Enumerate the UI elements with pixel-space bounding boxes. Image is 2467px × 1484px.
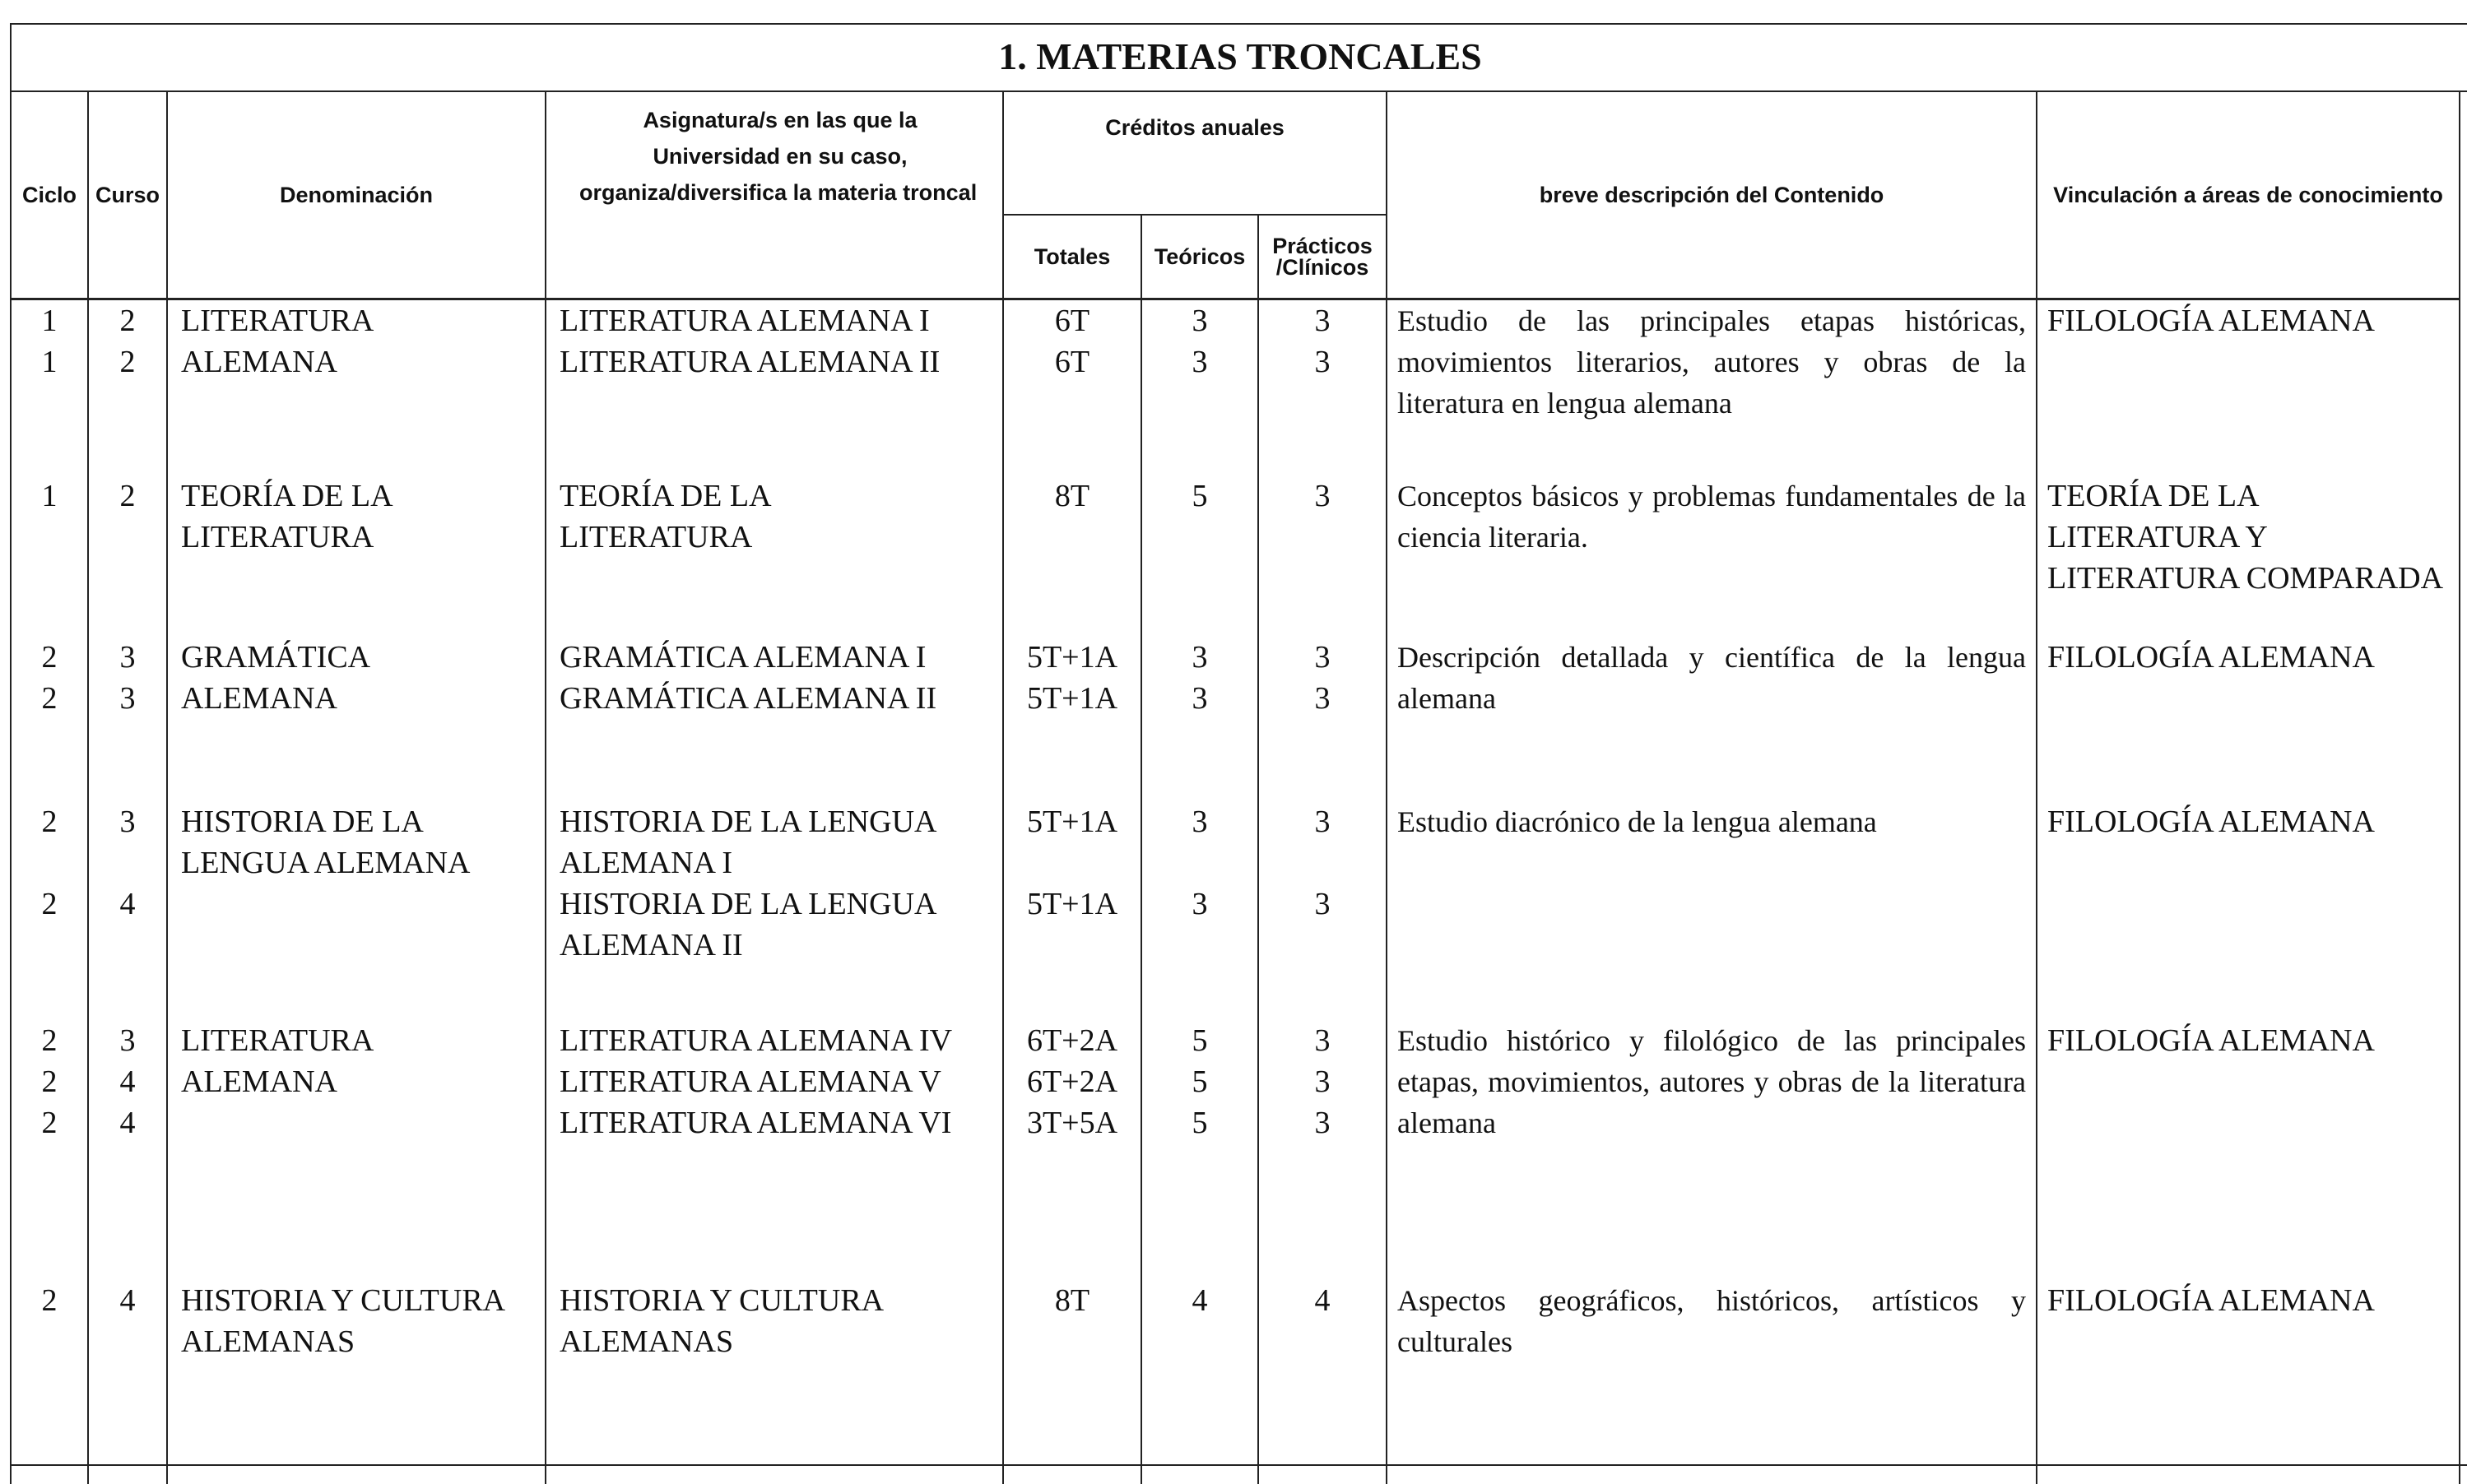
teoricos-cell-line: 5 bbox=[1192, 1023, 1208, 1058]
asignatura-cell-line: LITERATURA ALEMANA IV bbox=[560, 1023, 953, 1058]
header-vinculacion: Vinculación a áreas de conocimiento bbox=[2037, 91, 2460, 299]
curso-cell bbox=[88, 801, 167, 1020]
totales-cell-line bbox=[1004, 842, 1141, 883]
curso-cell-line bbox=[89, 842, 166, 883]
header-creditos: Créditos anuales bbox=[1003, 91, 1387, 215]
table-row bbox=[11, 475, 2460, 637]
descripcion-cell bbox=[1387, 1280, 2037, 1484]
curso-cell-line: 2 bbox=[119, 478, 136, 513]
descripcion-cell bbox=[1387, 299, 2037, 475]
ciclo-cell-line: 1 bbox=[41, 304, 58, 338]
denominacion-cell-line: LENGUA ALEMANA bbox=[181, 845, 471, 880]
curso-cell bbox=[88, 1020, 167, 1280]
asignatura-cell-line: LITERATURA ALEMANA I bbox=[560, 304, 930, 338]
teoricos-cell-line: 5 bbox=[1192, 1105, 1208, 1140]
asignatura-cell bbox=[546, 475, 1003, 637]
practicos-cell-line: 3 bbox=[1314, 680, 1331, 716]
asignatura-cell-line: HISTORIA DE LA LENGUA bbox=[560, 886, 937, 921]
denominacion-cell-line: ALEMANAS bbox=[181, 1324, 355, 1359]
totales-cell bbox=[1003, 299, 1141, 475]
ciclo-cell-line bbox=[12, 842, 87, 883]
descripcion-cell-text: Estudio de las principales etapas históricas, movimientos literarios, autores y obras de la literatura en lengua alemana bbox=[1397, 304, 2027, 420]
asignatura-cell-line: LITERATURA ALEMANA VI bbox=[560, 1105, 952, 1140]
asignatura-cell-line: GRAMÁTICA ALEMANA II bbox=[560, 680, 937, 716]
denominacion-cell bbox=[167, 1280, 546, 1484]
asignatura-cell bbox=[546, 299, 1003, 475]
header-asignatura: Asignatura/s en las que la Universidad en su caso, organiza/diversifica la materia troncal bbox=[546, 91, 1003, 299]
ciclo-cell-line: 2 bbox=[41, 639, 58, 675]
teoricos-cell bbox=[1141, 475, 1258, 637]
header-descripcion: breve descripción del Contenido bbox=[1387, 91, 2037, 299]
asignatura-cell-line: LITERATURA ALEMANA II bbox=[560, 345, 941, 379]
bottom-rule bbox=[10, 1464, 2467, 1466]
descripcion-cell-text: Aspectos geográficos, históricos, artísticos y culturales bbox=[1397, 1283, 2027, 1358]
teoricos-cell-line bbox=[1142, 842, 1257, 883]
descripcion-cell bbox=[1387, 637, 2037, 801]
practicos-cell-line: 3 bbox=[1314, 1105, 1331, 1140]
practicos-cell-line: 3 bbox=[1314, 1064, 1331, 1099]
denominacion-cell-line: ALEMANA bbox=[181, 345, 337, 379]
practicos-cell bbox=[1258, 1020, 1387, 1280]
vinculacion-cell-line: LITERATURA Y bbox=[2047, 519, 2268, 554]
totales-cell-line: 5T+1A bbox=[1026, 886, 1118, 921]
vinculacion-cell-line: FILOLOGÍA ALEMANA bbox=[2047, 304, 2375, 338]
teoricos-cell bbox=[1141, 1020, 1258, 1280]
teoricos-cell bbox=[1141, 1280, 1258, 1484]
vinculacion-cell bbox=[2037, 637, 2460, 801]
practicos-cell bbox=[1258, 299, 1387, 475]
asignatura-cell-line: HISTORIA DE LA LENGUA bbox=[560, 804, 937, 839]
table-row bbox=[11, 637, 2460, 801]
vinculacion-cell-line: FILOLOGÍA ALEMANA bbox=[2047, 639, 2375, 675]
totales-cell-line: 3T+5A bbox=[1026, 1105, 1118, 1140]
descripcion-cell-text: Descripción detallada y científica de la lengua alemana bbox=[1397, 640, 2027, 715]
totales-cell-line: 8T bbox=[1054, 1282, 1090, 1318]
practicos-cell-line: 3 bbox=[1314, 886, 1331, 921]
totales-cell-line: 5T+1A bbox=[1026, 639, 1118, 675]
materias-table bbox=[10, 90, 2460, 1484]
header-denominacion: Denominación bbox=[167, 91, 546, 299]
asignatura-cell bbox=[546, 1280, 1003, 1484]
curso-cell-line: 4 bbox=[119, 1064, 136, 1099]
asignatura-cell-line: ALEMANA I bbox=[560, 845, 733, 880]
curso-cell-line: 3 bbox=[119, 1023, 136, 1058]
curso-cell bbox=[88, 637, 167, 801]
totales-cell-line: 6T+2A bbox=[1026, 1023, 1118, 1058]
asignatura-cell-line: TEORÍA DE LA bbox=[560, 478, 772, 513]
practicos-cell-line: 3 bbox=[1314, 1023, 1331, 1058]
denominacion-cell bbox=[167, 475, 546, 637]
vinculacion-cell bbox=[2037, 1280, 2460, 1484]
totales-cell bbox=[1003, 637, 1141, 801]
vinculacion-cell bbox=[2037, 801, 2460, 1020]
denominacion-cell bbox=[167, 1020, 546, 1280]
teoricos-cell-line: 3 bbox=[1192, 804, 1208, 839]
vinculacion-cell-line: TEORÍA DE LA bbox=[2047, 478, 2260, 513]
denominacion-cell-line: GRAMÁTICA bbox=[181, 639, 371, 675]
denominacion-cell-line: HISTORIA Y CULTURA bbox=[181, 1282, 506, 1318]
teoricos-cell-line: 3 bbox=[1192, 886, 1208, 921]
practicos-cell-line: 3 bbox=[1314, 804, 1331, 839]
denominacion-cell bbox=[167, 637, 546, 801]
curso-cell-line: 4 bbox=[119, 1105, 136, 1140]
teoricos-cell-line: 3 bbox=[1192, 639, 1208, 675]
denominacion-cell-line: ALEMANA bbox=[181, 1064, 337, 1099]
curso-cell-line: 3 bbox=[119, 804, 136, 839]
descripcion-cell bbox=[1387, 1020, 2037, 1280]
vinculacion-cell bbox=[2037, 299, 2460, 475]
curso-cell-line: 3 bbox=[119, 680, 136, 716]
table-row bbox=[11, 1280, 2460, 1484]
denominacion-cell-line: HISTORIA DE LA bbox=[181, 804, 424, 839]
totales-cell-line: 6T bbox=[1054, 304, 1090, 338]
table-row bbox=[11, 1020, 2460, 1280]
practicos-cell-line: 3 bbox=[1314, 639, 1331, 675]
asignatura-cell-line: ALEMANA II bbox=[560, 927, 743, 962]
curso-cell-line: 2 bbox=[119, 304, 136, 338]
denominacion-cell-line: TEORÍA DE LA bbox=[181, 478, 393, 513]
teoricos-cell-line: 4 bbox=[1192, 1282, 1208, 1318]
teoricos-cell-line: 3 bbox=[1192, 304, 1208, 338]
curso-cell-line: 2 bbox=[119, 345, 136, 379]
asignatura-cell-line: LITERATURA bbox=[560, 519, 753, 554]
descripcion-cell bbox=[1387, 475, 2037, 637]
totales-cell bbox=[1003, 475, 1141, 637]
totales-cell-line: 5T+1A bbox=[1026, 680, 1118, 716]
curso-cell-line: 4 bbox=[119, 1282, 136, 1318]
vinculacion-cell-line: FILOLOGÍA ALEMANA bbox=[2047, 1282, 2375, 1318]
ciclo-cell bbox=[11, 801, 88, 1020]
descripcion-cell bbox=[1387, 801, 2037, 1020]
table-row bbox=[11, 299, 2460, 475]
curso-cell bbox=[88, 299, 167, 475]
asignatura-cell bbox=[546, 801, 1003, 1020]
header-teoricos: Teóricos bbox=[1141, 215, 1258, 299]
header-curso: Curso bbox=[88, 91, 167, 299]
ciclo-cell-line: 2 bbox=[41, 1064, 58, 1099]
ciclo-cell-line: 2 bbox=[41, 1282, 58, 1318]
teoricos-cell bbox=[1141, 299, 1258, 475]
curso-cell-line: 4 bbox=[119, 886, 136, 921]
denominacion-cell bbox=[167, 299, 546, 475]
asignatura-cell-line: ALEMANAS bbox=[560, 1324, 734, 1359]
ciclo-cell-line: 2 bbox=[41, 1105, 58, 1140]
teoricos-cell bbox=[1141, 637, 1258, 801]
practicos-cell-line bbox=[1259, 842, 1386, 883]
vinculacion-cell-line: FILOLOGÍA ALEMANA bbox=[2047, 804, 2375, 839]
descripcion-cell-text: Estudio histórico y filológico de las principales etapas, movimientos, autores y obras de la literatura alemana bbox=[1397, 1023, 2027, 1139]
practicos-cell-line: 4 bbox=[1314, 1282, 1331, 1318]
practicos-cell bbox=[1258, 1280, 1387, 1484]
table-body bbox=[11, 299, 2460, 1484]
asignatura-cell-line: GRAMÁTICA ALEMANA I bbox=[560, 639, 927, 675]
ciclo-cell bbox=[11, 637, 88, 801]
vinculacion-cell bbox=[2037, 475, 2460, 637]
teoricos-cell-line: 5 bbox=[1192, 1064, 1208, 1099]
ciclo-cell-line: 2 bbox=[41, 886, 58, 921]
totales-cell bbox=[1003, 801, 1141, 1020]
header-ciclo: Ciclo bbox=[11, 91, 88, 299]
asignatura-cell-line: HISTORIA Y CULTURA bbox=[560, 1282, 885, 1318]
totales-cell-line: 6T+2A bbox=[1026, 1064, 1118, 1099]
ciclo-cell bbox=[11, 475, 88, 637]
denominacion-cell-line: LITERATURA bbox=[181, 1023, 374, 1058]
descripcion-cell-text: Estudio diacrónico de la lengua alemana bbox=[1397, 805, 1877, 838]
teoricos-cell-line: 3 bbox=[1192, 345, 1208, 379]
practicos-cell bbox=[1258, 637, 1387, 801]
denominacion-cell bbox=[167, 801, 546, 1020]
teoricos-cell bbox=[1141, 801, 1258, 1020]
ciclo-cell-line: 2 bbox=[41, 1023, 58, 1058]
ciclo-cell bbox=[11, 1280, 88, 1484]
asignatura-cell bbox=[546, 637, 1003, 801]
curso-cell-line: 3 bbox=[119, 639, 136, 675]
practicos-cell bbox=[1258, 475, 1387, 637]
ciclo-cell-line: 2 bbox=[41, 804, 58, 839]
descripcion-cell-text: Conceptos básicos y problemas fundamentales de la ciencia literaria. bbox=[1397, 479, 2027, 554]
ciclo-cell bbox=[11, 1020, 88, 1280]
header-row bbox=[11, 91, 2460, 215]
materias-troncales-sheet bbox=[10, 23, 2467, 1471]
ciclo-cell bbox=[11, 299, 88, 475]
teoricos-cell-line: 5 bbox=[1192, 478, 1208, 513]
ciclo-cell-line: 1 bbox=[41, 345, 58, 379]
curso-cell bbox=[88, 1280, 167, 1484]
practicos-cell bbox=[1258, 801, 1387, 1020]
totales-cell-line: 8T bbox=[1054, 478, 1090, 513]
header-practicos: Prácticos /Clínicos bbox=[1258, 215, 1387, 299]
totales-cell-line: 5T+1A bbox=[1026, 804, 1118, 839]
totales-cell-line: 6T bbox=[1054, 345, 1090, 379]
totales-cell bbox=[1003, 1280, 1141, 1484]
ciclo-cell-line: 2 bbox=[41, 680, 58, 716]
ciclo-cell-line: 1 bbox=[41, 478, 58, 513]
header-totales: Totales bbox=[1003, 215, 1141, 299]
page-title: 1. MATERIAS TRONCALES bbox=[10, 23, 2467, 92]
table-row bbox=[11, 801, 2460, 1020]
practicos-cell-line: 3 bbox=[1314, 478, 1331, 513]
vinculacion-cell-line: LITERATURA COMPARADA bbox=[2047, 560, 2444, 596]
vinculacion-cell bbox=[2037, 1020, 2460, 1280]
vinculacion-cell-line: FILOLOGÍA ALEMANA bbox=[2047, 1023, 2375, 1058]
practicos-cell-line: 3 bbox=[1314, 304, 1331, 338]
practicos-cell-line: 3 bbox=[1314, 345, 1331, 379]
asignatura-cell bbox=[546, 1020, 1003, 1280]
denominacion-cell-line: ALEMANA bbox=[181, 680, 337, 716]
teoricos-cell-line: 3 bbox=[1192, 680, 1208, 716]
denominacion-cell-line: LITERATURA bbox=[181, 519, 374, 554]
denominacion-cell-line: LITERATURA bbox=[181, 304, 374, 338]
totales-cell bbox=[1003, 1020, 1141, 1280]
curso-cell bbox=[88, 475, 167, 637]
asignatura-cell-line: LITERATURA ALEMANA V bbox=[560, 1064, 941, 1099]
